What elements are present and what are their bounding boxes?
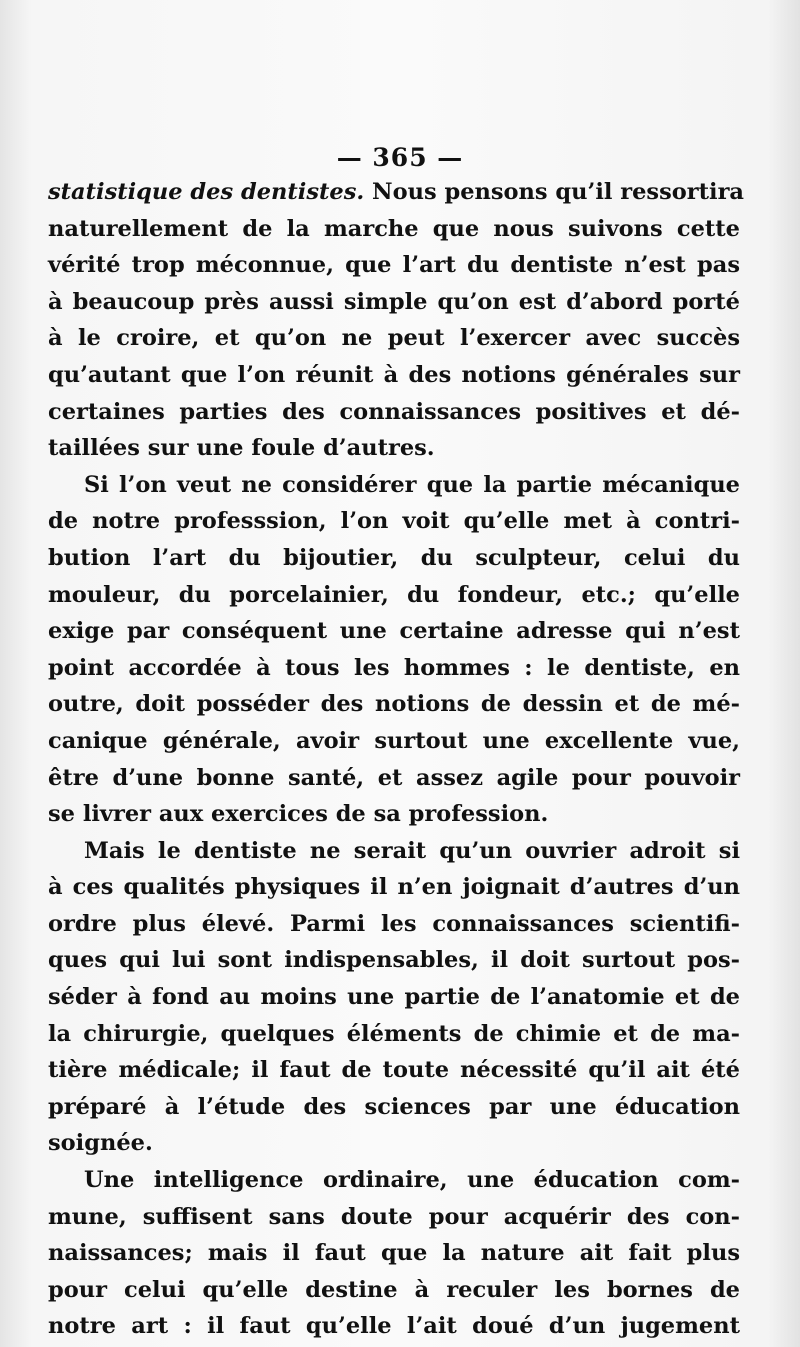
text-span: mouleur, du porcelainier, du fondeur, etc.; qu’elle <box>48 581 740 608</box>
text-span: Mais le dentiste ne serait qu’un ouvrier adroit si <box>84 837 740 864</box>
text-span: notre art : il faut qu’elle l’ait doué d’un jugement <box>48 1313 740 1340</box>
text-span: pour celui qu’elle destine à reculer les bornes de <box>48 1276 740 1303</box>
text-span: point accordée à tous les hommes : le dentiste, en <box>48 654 740 681</box>
text-span: être d’une bonne santé, et assez agile pour pouvoir <box>48 764 740 791</box>
text-span: Une intelligence ordinaire, une éducation com- <box>84 1167 740 1194</box>
text-span: à ces qualités physiques il n’en joignait d’autres d’un <box>48 874 740 901</box>
text-line <box>48 430 740 467</box>
text-span: ques qui lui sont indispensables, il doit surtout pos- <box>48 947 740 974</box>
text-line <box>48 833 740 870</box>
text-span: exige par conséquent une certaine adresse qui n’est <box>48 618 740 645</box>
text-line <box>48 357 740 394</box>
text-span: vérité trop méconnue, que l’art du dentiste n’est pas <box>48 252 740 279</box>
text-line <box>48 796 740 833</box>
text-span: à le croire, et qu’on ne peut l’exercer avec succès <box>48 325 740 352</box>
text-span: soignée. <box>48 1130 153 1157</box>
text-line <box>48 174 745 211</box>
text-span: ordre plus élevé. Parmi les connaissances scientifi- <box>48 910 740 937</box>
text-span: canique générale, avoir surtout une excellente vue, <box>48 727 740 754</box>
text-line <box>48 906 740 943</box>
text-line <box>48 1089 740 1126</box>
text-line <box>48 211 740 248</box>
text-line <box>48 942 740 979</box>
text-span: qu’autant que l’on réunit à des notions générales sur <box>48 361 740 388</box>
text-line <box>48 1235 740 1272</box>
text-line <box>48 1162 740 1199</box>
body-text <box>48 174 745 1345</box>
text-line <box>48 1052 740 1089</box>
text-line <box>48 760 740 797</box>
text-span: préparé à l’étude des sciences par une éducation <box>48 1093 740 1120</box>
text-span: naturellement de la marche que nous suivons cette <box>48 215 740 242</box>
text-span: la chirurgie, quelques éléments de chimie et de ma- <box>48 1020 740 1047</box>
text-line <box>48 503 740 540</box>
text-line <box>48 284 740 321</box>
text-line <box>48 1272 740 1309</box>
text-line <box>48 1125 740 1162</box>
text-line <box>48 869 740 906</box>
text-line <box>48 540 740 577</box>
italic-text-span: statistique des dentistes. <box>48 179 365 205</box>
text-span: séder à fond au moins une partie de l’anatomie et de <box>48 984 740 1011</box>
text-line <box>48 979 740 1016</box>
text-span: se livrer aux exercices de sa profession. <box>48 801 549 828</box>
text-line <box>48 686 740 723</box>
text-line <box>48 650 740 687</box>
text-span: naissances; mais il faut que la nature ait fait plus <box>48 1240 740 1267</box>
text-span: à beaucoup près aussi simple qu’on est d’abord porté <box>48 288 740 315</box>
text-span: mune, suffisent sans doute pour acquérir des con- <box>48 1203 740 1230</box>
text-span: Si l’on veut ne considérer que la partie mécanique <box>84 471 740 498</box>
text-line <box>48 613 740 650</box>
text-line <box>48 723 740 760</box>
text-line <box>48 394 740 431</box>
text-line <box>48 1199 740 1236</box>
text-span: bution l’art du bijoutier, du sculpteur, celui du <box>48 544 740 571</box>
text-span: de notre professsion, l’on voit qu’elle met à contri- <box>48 508 740 535</box>
text-line <box>48 1016 740 1053</box>
text-span: Nous pensons qu’il ressortira <box>364 179 745 205</box>
page-number: — 365 — <box>336 143 464 172</box>
text-line <box>48 467 740 504</box>
text-span: outre, doit posséder des notions de dessin et de mé- <box>48 691 740 718</box>
text-line <box>48 247 740 284</box>
text-span: certaines parties des connaissances positives et dé- <box>48 398 740 425</box>
text-line <box>48 577 740 614</box>
text-line <box>48 1308 740 1345</box>
text-span: tière médicale; il faut de toute nécessité qu’il ait été <box>48 1057 740 1084</box>
text-line <box>48 320 740 357</box>
text-span: taillées sur une foule d’autres. <box>48 435 435 462</box>
